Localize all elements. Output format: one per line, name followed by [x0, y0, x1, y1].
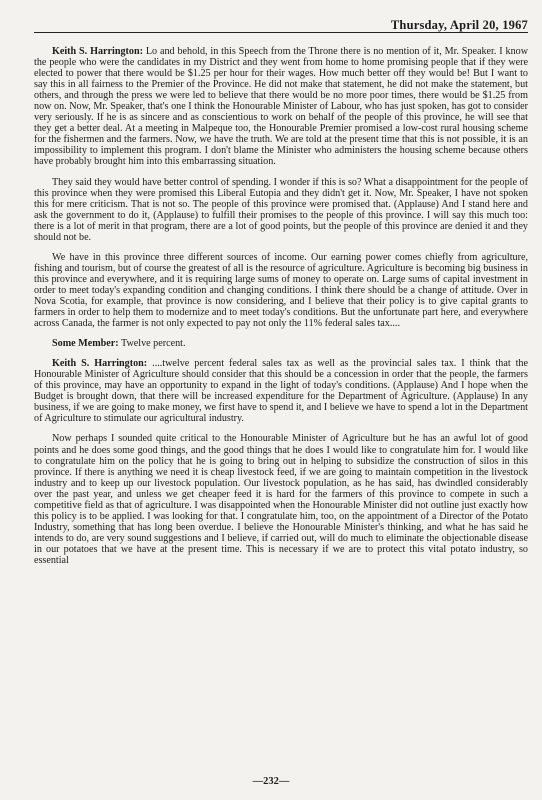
paragraph	[34, 177, 528, 243]
paragraph	[34, 338, 528, 349]
paragraph-text: ....twelve percent federal sales tax as well as the provincial sales tax. I think that the Honourable Minister of Agriculture should consider that this should be a concession in order that the people, the farmers of this province, may have an opportunity to expand in the light of today's conditions. (Applause) And I hope when the Budget is brought down, that there will be increased expenditure for the Department of Agriculture. (Applause) In any business, if we are going to make money, we first have to spend it, and I believe we have to spend a lot in the Department of Agriculture to stimulate our agricultural industry.	[34, 358, 528, 425]
paragraph-text: Now perhaps I sounded quite critical to the Honourable Minister of Agriculture but he has an awful lot of good points and he does some good things, and the good things that he does I would like to congratulate him for. I would like to congratulate him on the policy that he is going to bring out in helping to subsidize the construction of silos in this province. If there is anything we need it is cheap livestock feed, if we are going to maintain competition in the livestock industry and to keep up our livestock population. Our livestock population, as he has said, has dwindled considerably over the past year, and unless we get cheaper feed it is hard for the farmers of this province to compete in such a competitive field as that of agriculture. I was disappointed when the Honourable Minister did not outline just exactly how this policy is to be applied. I was looking for that. I congratulate him, too, on the appointment of a Director of the Potato Industry, something that has long been overdue. I believe the Honourable Minister's thinking, and what he has said he intends to do, are very sound suggestions and I believe, if carried out, will do much to eliminate the objectionable disease in our potatoes that we have at the present time. This is necessary if we are to protect this vital potato industry, so essential	[34, 433, 528, 566]
paragraph	[34, 252, 528, 329]
speaker-name: Keith S. Harrington:	[52, 46, 143, 57]
page-header	[34, 18, 528, 33]
paragraph	[34, 433, 528, 566]
paragraph-text: Lo and behold, in this Speech from the Throne there is no mention of it, Mr. Speaker. I know the people who were the candidates in my District and they went from home to home promising people that if they were elected to power that there would be $1.25 per hour for their wages. How much better off they would be! But I want to say this in all fairness to the Premier of the Province. He did not make that statement, he did not make the statement, but others, and through the press we were led to believe that there would be no more poor times, there would be $1.25 from now on. Now, Mr. Speaker, that's one I think the Honourable Minister of Labour, who has just spoken, has got to consider very seriously. If he is as sincere and as conscientious to work on behalf of the people of this province, he will see that they get a better deal. At a meeting in Malpeque too, the Honourable Premier promised a low-cost rural housing scheme for the fishermen and the farmers. Now, we have the truth. We are told at the present time that this is not possible, it is an impossibility to implement this program. I don't blame the Minister who administers the housing scheme because others have probably brought him into this embarrassing situation.	[34, 46, 529, 168]
speaker-name: Some Member:	[52, 338, 119, 350]
paragraph-text: We have in this province three different sources of income. Our earning power comes chiefly from agriculture, fishing and tourism, but of course the greatest of all is the resource of agriculture. Agriculture is becoming big business in this province and everywhere, and it is requiring large sums of money to operate on. Large sums of capital investment in order to meet today's expanding condition and changing conditions. I think there should be a change of attitude. Over in Nova Scotia, for example, that province is now considering, and I believe that their policy is to give capital grants to farmers in order to help them to modernize and to meet today's conditions. But the unfortunate part here, and everywhere across Canada, the farmer is not only expected to pay not only the 11% federal sales tax....	[34, 251, 528, 330]
header-date: Thursday, April 20, 1967	[390, 18, 528, 32]
document-body	[34, 46, 528, 575]
paragraph	[34, 358, 528, 424]
speaker-name: Keith S. Harrington:	[52, 358, 148, 370]
paragraph-text: They said they would have better control of spending. I wonder if this is so? What a disappointment for the people of this province when they were promised this Liberal Eutopia and they didn't get it. Now, Mr. Speaker, I have not spoken this for mere criticism. That is not so. The people of this province were promised that. (Applause) And I stand here and ask the government to do it, (Applause) to fulfill their promises to the people of this province. I will say this much too: there is a lot of merit in that program, there are a lot of good points, but the people of this province are denied it and they should not be.	[34, 176, 528, 243]
paragraph	[34, 46, 528, 168]
page-number: —232—	[252, 776, 290, 787]
paragraph-text: Twelve percent.	[121, 338, 186, 350]
